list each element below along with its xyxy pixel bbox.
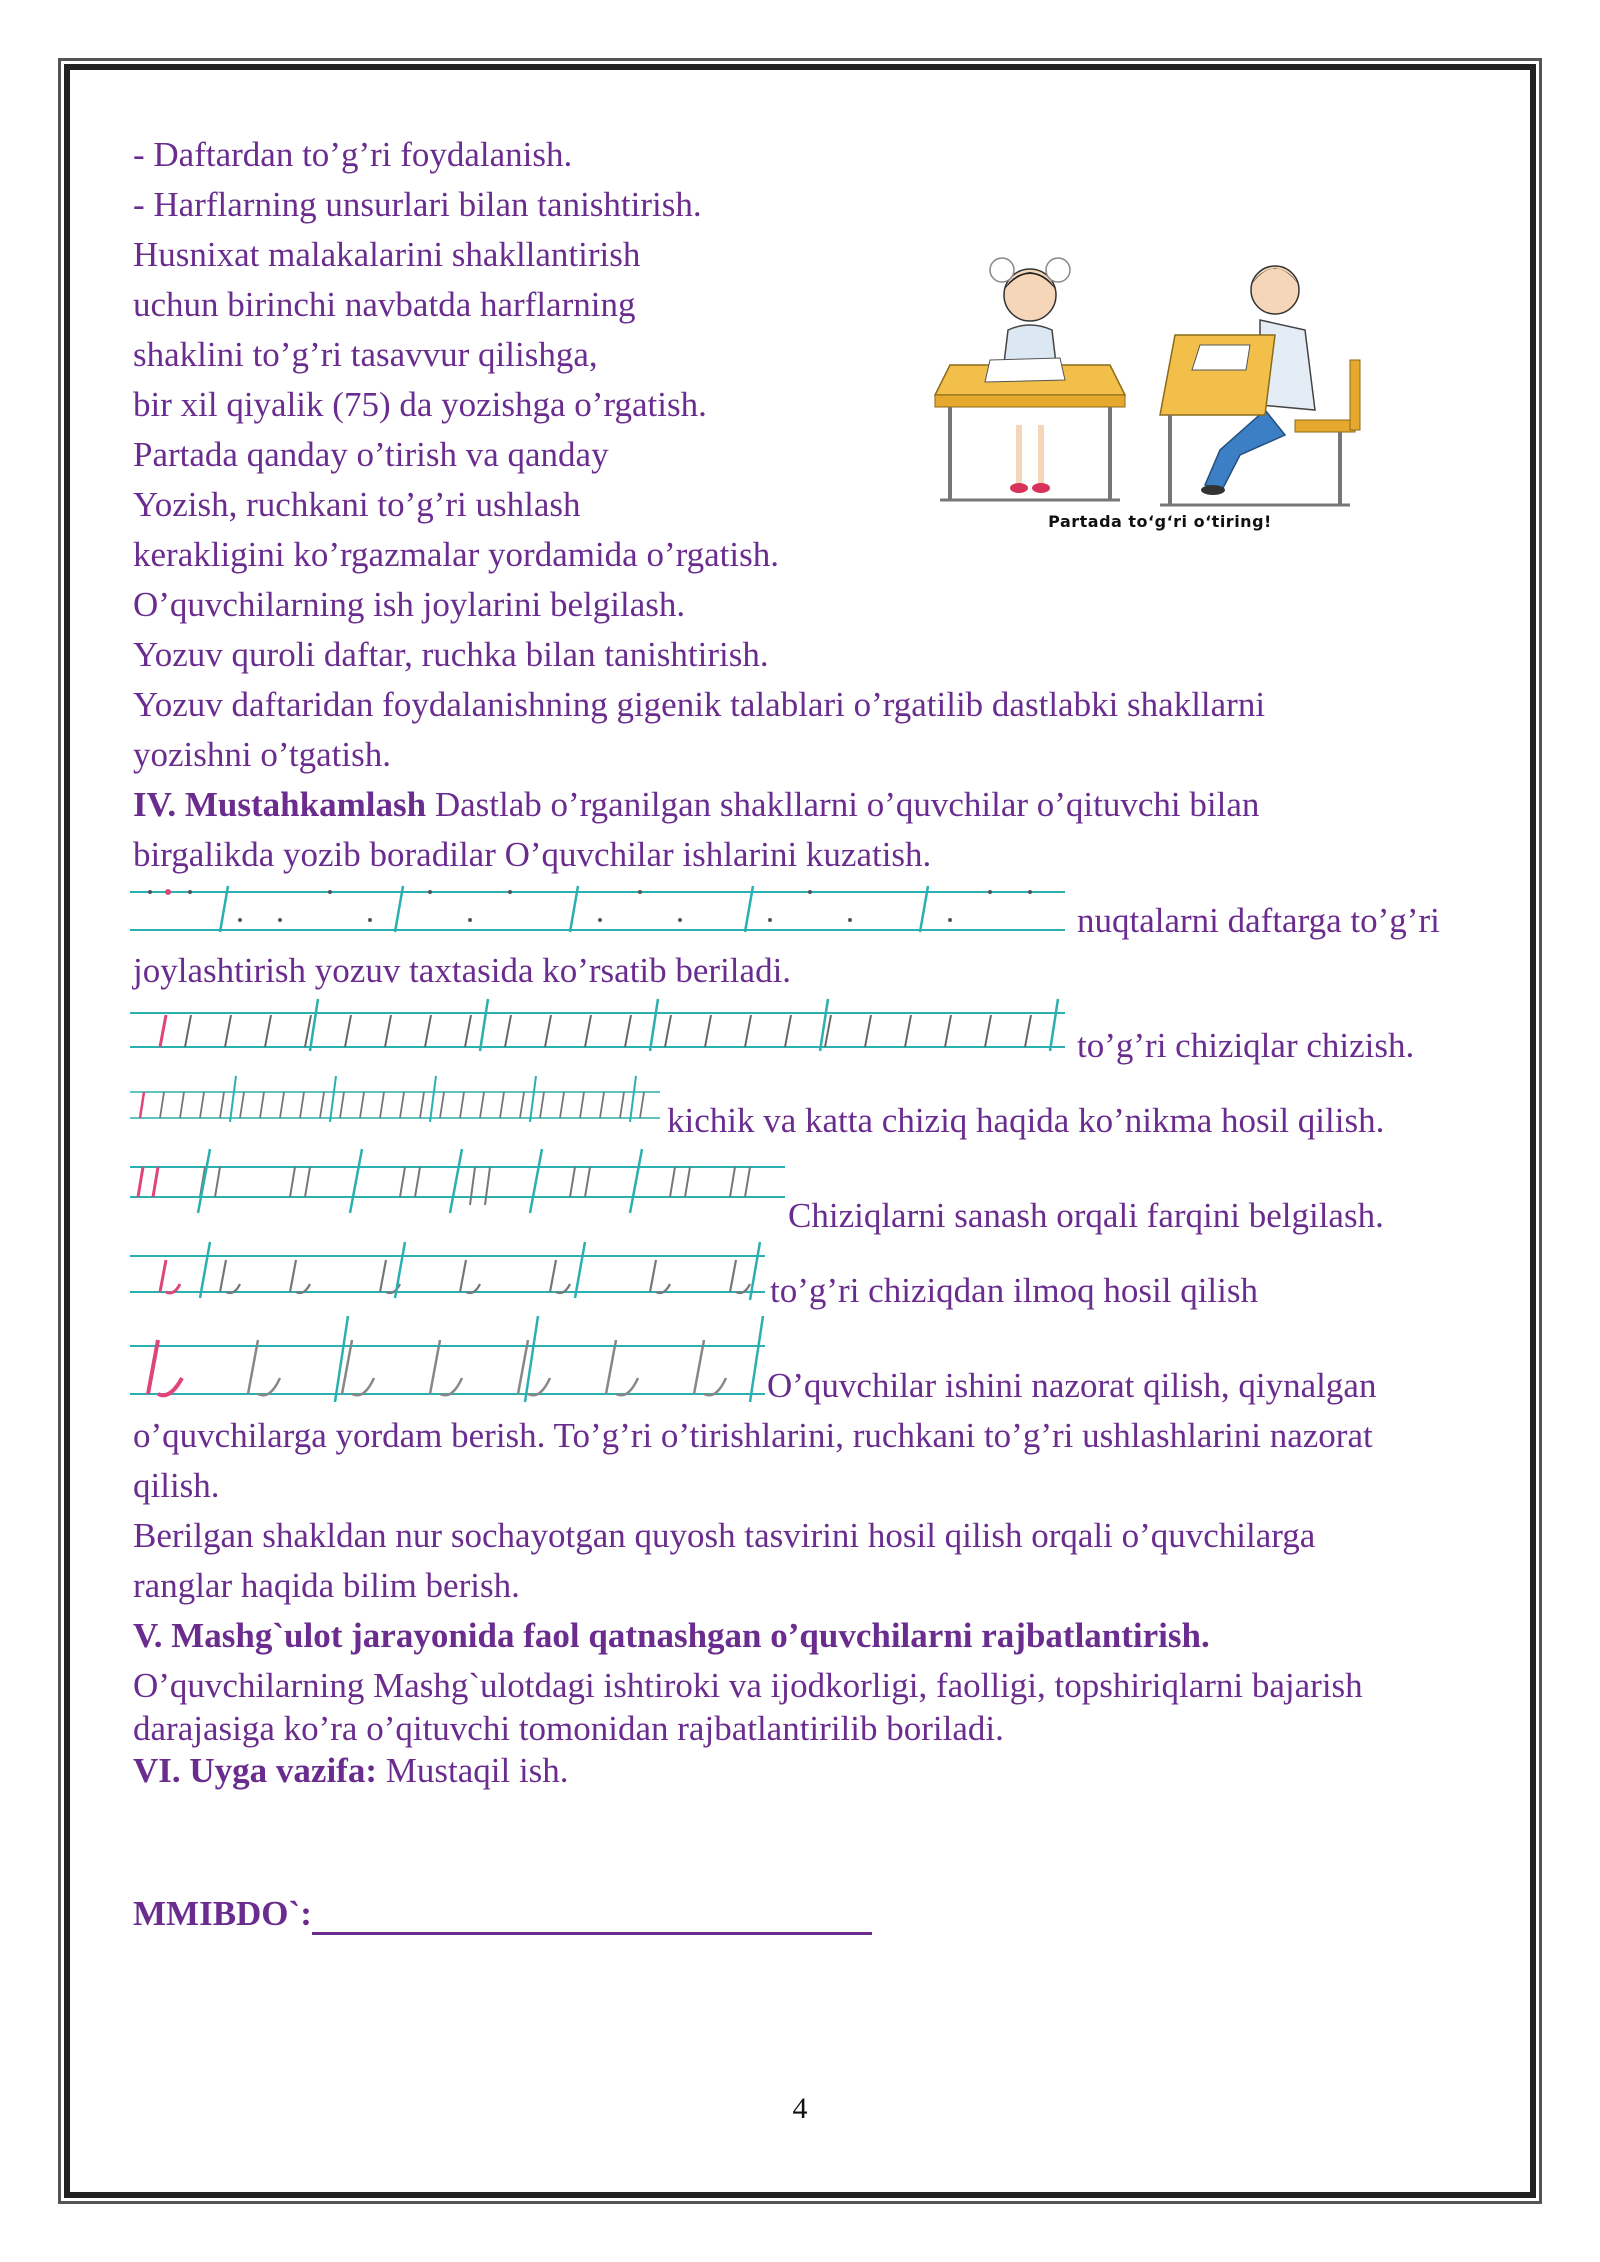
text-line: Partada qanday o’tirish va qanday	[133, 435, 609, 474]
text-line: joylashtirish yozuv taxtasida ko’rsatib beriladi.	[133, 951, 792, 990]
text-line: to’g’ri chiziqlar chizish.	[1077, 1026, 1415, 1065]
section-heading: V. Mashg`ulot jarayonida faol qatnashgan o’quvchilarni rajbatlantirish.	[133, 1616, 1210, 1655]
text-line: kichik va katta chiziq haqida ko’nikma hosil qilish.	[667, 1101, 1385, 1140]
text-line: o’quvchilarga yordam berish. To’g’ri o’tirishlarini, ruchkani to’g’ri ushlashlarini nazorat	[133, 1416, 1373, 1455]
text-line	[133, 1750, 569, 1792]
dots-exercise-strip	[130, 880, 1070, 940]
girl-desk	[935, 358, 1125, 500]
text-line: Chiziqlarni sanash orqali farqini belgilash.	[788, 1196, 1384, 1235]
text-line	[133, 1615, 1210, 1657]
illustration-caption: Partada to‘g‘ri o‘tiring!	[1048, 512, 1272, 531]
signature-blank	[312, 1898, 872, 1935]
text-line: - Daftardan to’g’ri foydalanish.	[133, 135, 573, 174]
page-number: 4	[792, 2092, 808, 2125]
text-line: shaklini to’g’ri tasavvur qilishga,	[133, 335, 598, 374]
straight-lines-strip	[130, 995, 1070, 1055]
text-line: ranglar haqida bilim berish.	[133, 1566, 520, 1605]
text-line: qilish.	[133, 1466, 220, 1505]
text-line: birgalikda yozib boradilar O’quvchilar ishlarini kuzatish.	[133, 835, 932, 874]
text-line	[133, 784, 1259, 826]
text-line: Yozuv quroli daftar, ruchka bilan tanishtirish.	[133, 635, 769, 674]
text-line: yozishni o’tgatish.	[133, 735, 391, 774]
hook-lines-strip	[130, 1238, 770, 1308]
text-line: darajasiga ko’ra o’qituvchi tomonidan rajbatlantirilib boriladi.	[133, 1709, 1004, 1748]
children-at-desks-illustration	[930, 240, 1390, 540]
text-line: O’quvchilar ishini nazorat qilish, qiynalgan	[767, 1366, 1377, 1405]
section-heading: IV. Mustahkamlash	[133, 785, 427, 824]
text-line: - Harflarning unsurlari bilan tanishtirish.	[133, 185, 702, 224]
large-hooks-strip	[130, 1312, 770, 1402]
text-line: O’quvchilarning Mashg`ulotdagi ishtiroki va ijodkorligi, faolligi, topshiriqlarni bajarish	[133, 1666, 1363, 1705]
small-tall-lines-strip	[130, 1070, 670, 1130]
text-line: Berilgan shakldan nur sochayotgan quyosh tasvirini hosil qilish orqali o’quvchilarga	[133, 1516, 1316, 1555]
text-line: to’g’ri chiziqdan ilmoq hosil qilish	[770, 1271, 1259, 1310]
paired-lines-strip	[130, 1145, 790, 1225]
text-span: Dastlab o’rganilgan shakllarni o’quvchilar o’qituvchi bilan	[426, 785, 1260, 824]
text-line: bir xil qiyalik (75) da yozishga o’rgatish.	[133, 385, 707, 424]
text-line: kerakligini ko’rgazmalar yordamida o’rgatish.	[133, 535, 779, 574]
text-line: uchun birinchi navbatda harflarning	[133, 285, 636, 324]
section-heading: VI. Uyga vazifa:	[133, 1751, 377, 1790]
signature-label: MMIBDO`:	[133, 1894, 312, 1933]
text-line: nuqtalarni daftarga to’g’ri	[1077, 901, 1440, 940]
text-line: Yozuv daftaridan foydalanishning gigenik talablari o’rgatilib dastlabki shakllarni	[133, 685, 1266, 724]
text-span: Mustaqil ish.	[377, 1751, 569, 1790]
text-line: Yozish, ruchkani to’g’ri ushlash	[133, 485, 581, 524]
signature-line	[133, 1893, 872, 1935]
text-line: Husnixat malakalarini shakllantirish	[133, 235, 641, 274]
text-line: O’quvchilarning ish joylarini belgilash.	[133, 585, 686, 624]
